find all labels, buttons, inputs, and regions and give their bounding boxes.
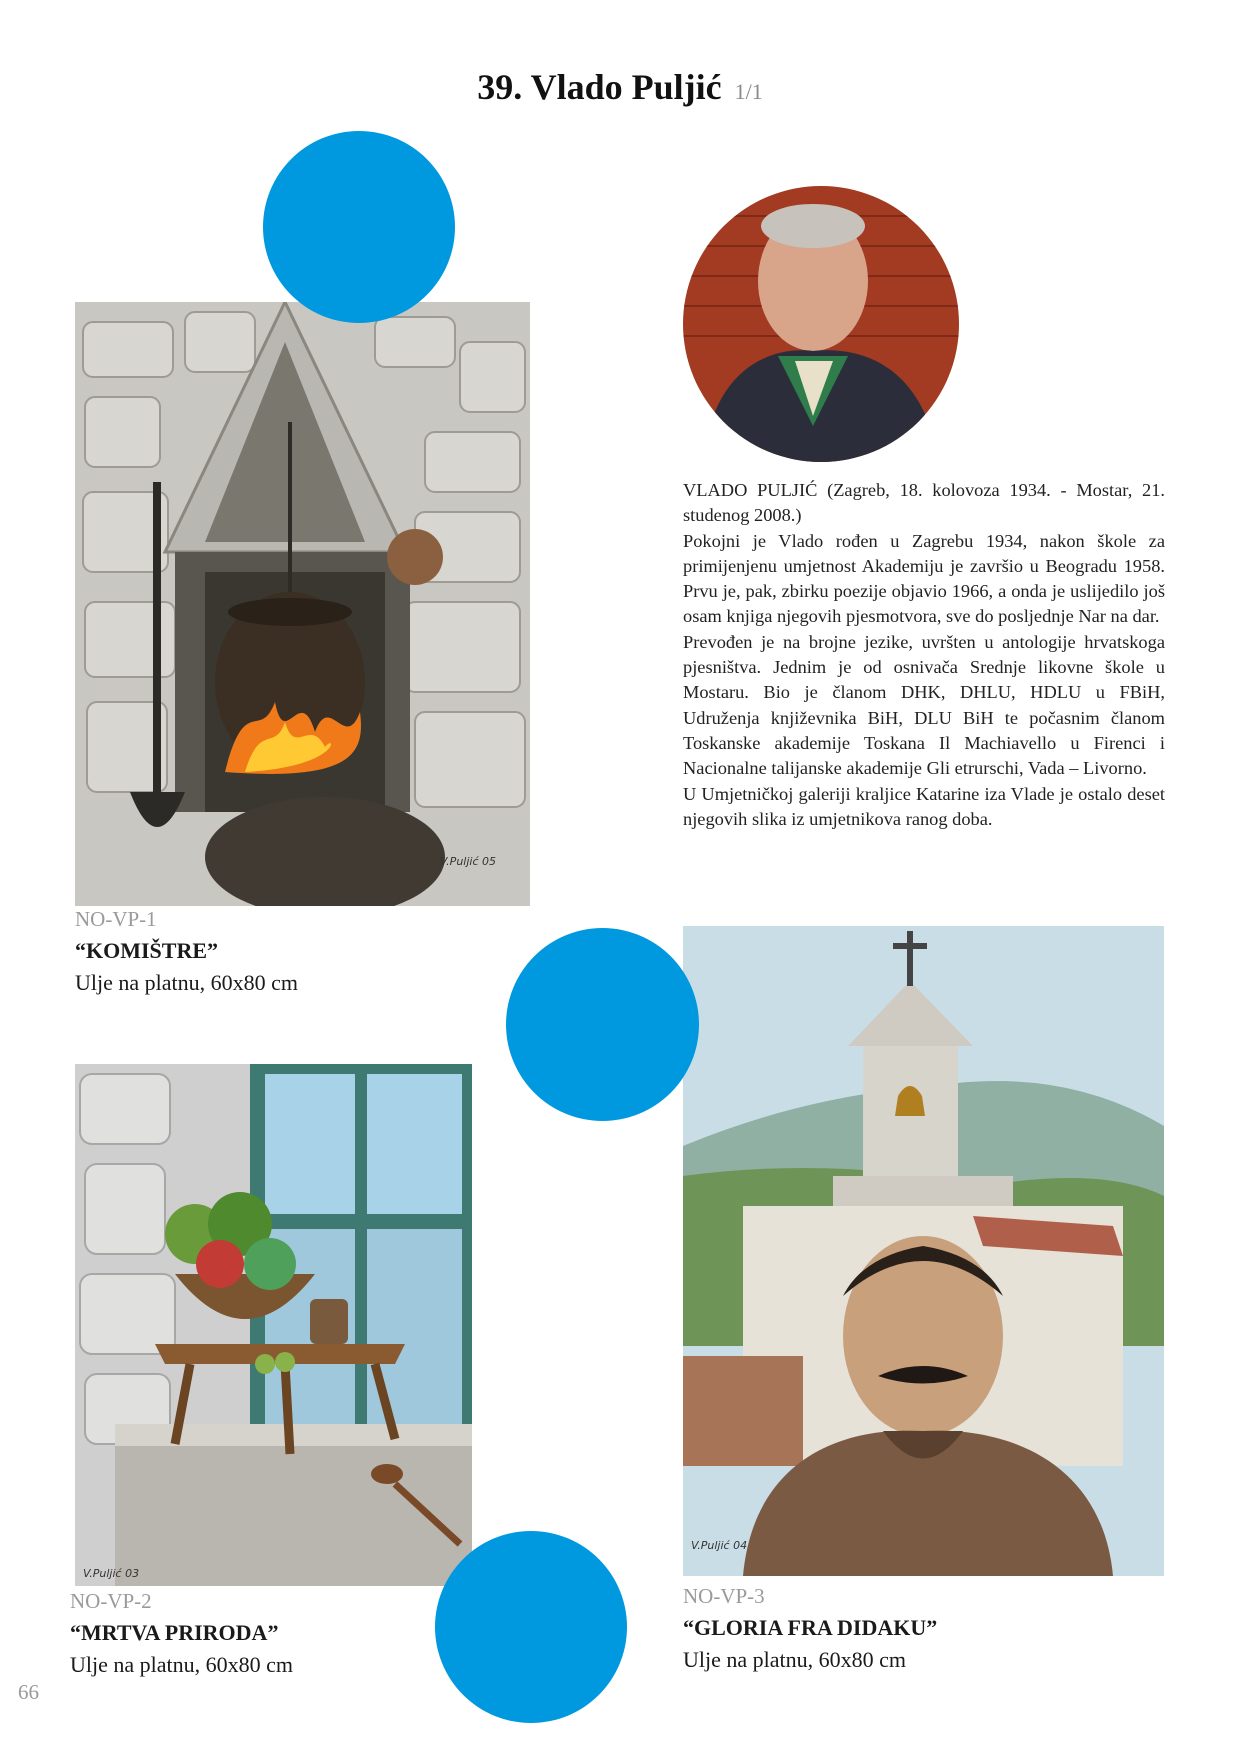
artwork-title: “GLORIA FRA DIDAKU” xyxy=(683,1615,938,1640)
artwork-title: “MRTVA PRIRODA” xyxy=(70,1620,279,1645)
painting-signature: V.Puljić 04 xyxy=(691,1539,748,1552)
artwork-caption xyxy=(683,1580,937,1676)
bio-paragraph: Prevođen je na brojne jezike, uvršten u antologije hrvatskoga pjesništva. Jednim je od osnivača Srednje likovne škole u Mostaru. Bio je članom DHK, DHLU, HDLU u FBiH, Udruženja književnika BiH, DLU BiH te počasnim članom Toskanske akademije Toskana Il Machiavello u Firenci i Nacionalne talijanske akademije Gli etrurschi, Vada – Livorno. xyxy=(683,631,1165,779)
decorative-circle xyxy=(435,1531,627,1723)
painting-gloria-fra-didaku xyxy=(683,926,1164,1576)
artwork-code: NO-VP-2 xyxy=(70,1589,152,1613)
artwork-medium: Ulje na platnu, 60x80 cm xyxy=(70,1652,294,1677)
artwork-caption xyxy=(75,903,298,999)
painting-mrtva-priroda xyxy=(75,1064,472,1586)
page-title xyxy=(0,66,1240,108)
artwork-caption xyxy=(70,1585,293,1681)
decorative-circle xyxy=(506,928,699,1121)
painting-signature: V.Puljić 05 xyxy=(439,855,496,868)
decorative-circle xyxy=(263,131,455,323)
artwork-code: NO-VP-3 xyxy=(683,1584,765,1608)
artist-heading: 39. Vlado Puljić xyxy=(477,67,722,107)
artist-biography xyxy=(683,478,1165,832)
bio-paragraph: Pokojni je Vlado rođen u Zagrebu 1934, nakon škole za primijenjenu umjetnost Akademiju je završio u Beogradu 1958. Prvu je, pak, zbirku poezije objavio 1966, a onda je uslijedilo još osam knjiga njegovih pjesmotvora, sve do posljednje Nar na dar. xyxy=(683,530,1165,627)
page-number: 66 xyxy=(18,1680,39,1704)
bio-paragraph: VLADO PULJIĆ (Zagreb, 18. kolovoza 1934. - Mostar, 21. studenog 2008.) xyxy=(683,480,1165,526)
artwork-medium: Ulje na platnu, 60x80 cm xyxy=(683,1647,907,1672)
painting-komistre xyxy=(75,302,530,906)
part-indicator: 1/1 xyxy=(734,79,763,104)
artwork-code: NO-VP-1 xyxy=(75,907,157,931)
artwork-medium: Ulje na platnu, 60x80 cm xyxy=(75,970,299,995)
painting-signature: V.Puljić 03 xyxy=(83,1567,140,1580)
artwork-title: “KOMIŠTRE” xyxy=(75,938,219,963)
bio-paragraph: U Umjetničkoj galeriji kraljice Katarine iza Vlade je ostalo deset njegovih slika iz umjetnikova ranog doba. xyxy=(683,783,1165,829)
artist-portrait-photo xyxy=(683,186,959,462)
